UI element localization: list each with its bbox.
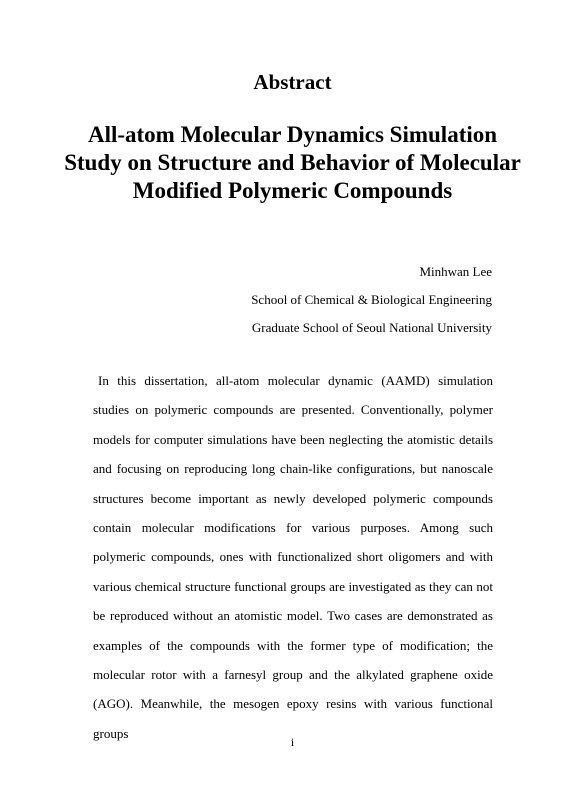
author-name: Minhwan Lee (419, 264, 492, 279)
dissertation-title: All-atom Molecular Dynamics Simulation Study on Structure and Behavior of Molecular Modified Polymeric Compounds (64, 122, 521, 203)
author-department: School of Chemical & Biological Engineering (251, 292, 492, 307)
page-number: i (290, 735, 295, 749)
author-university: Graduate School of Seoul National University (251, 320, 492, 335)
author-block (251, 258, 492, 342)
section-heading: Abstract (253, 70, 332, 94)
abstract-paragraph: In this dissertation, all-atom molecular dynamic (AAMD) simulation studies on polymeric compounds are presented. Conventionally, polymer models for computer simulations have been neglecting the atomistic details and focusing on reproducing long chain-like configurations, but nanoscale structures become important as newly developed polymeric compounds contain molecular modifications for various purposes. Among such polymeric compounds, ones with functionalized short oligomers and with various chemical structure functional groups are investigated as they can not be reproduced without an atomistic model. Two cases are demonstrated as examples of the compounds with the former type of modification; the molecular rotor with a farnesyl group and the alkylated graphene oxide (AGO). Meanwhile, the mesogen epoxy resins with various functional groups (93, 373, 493, 741)
